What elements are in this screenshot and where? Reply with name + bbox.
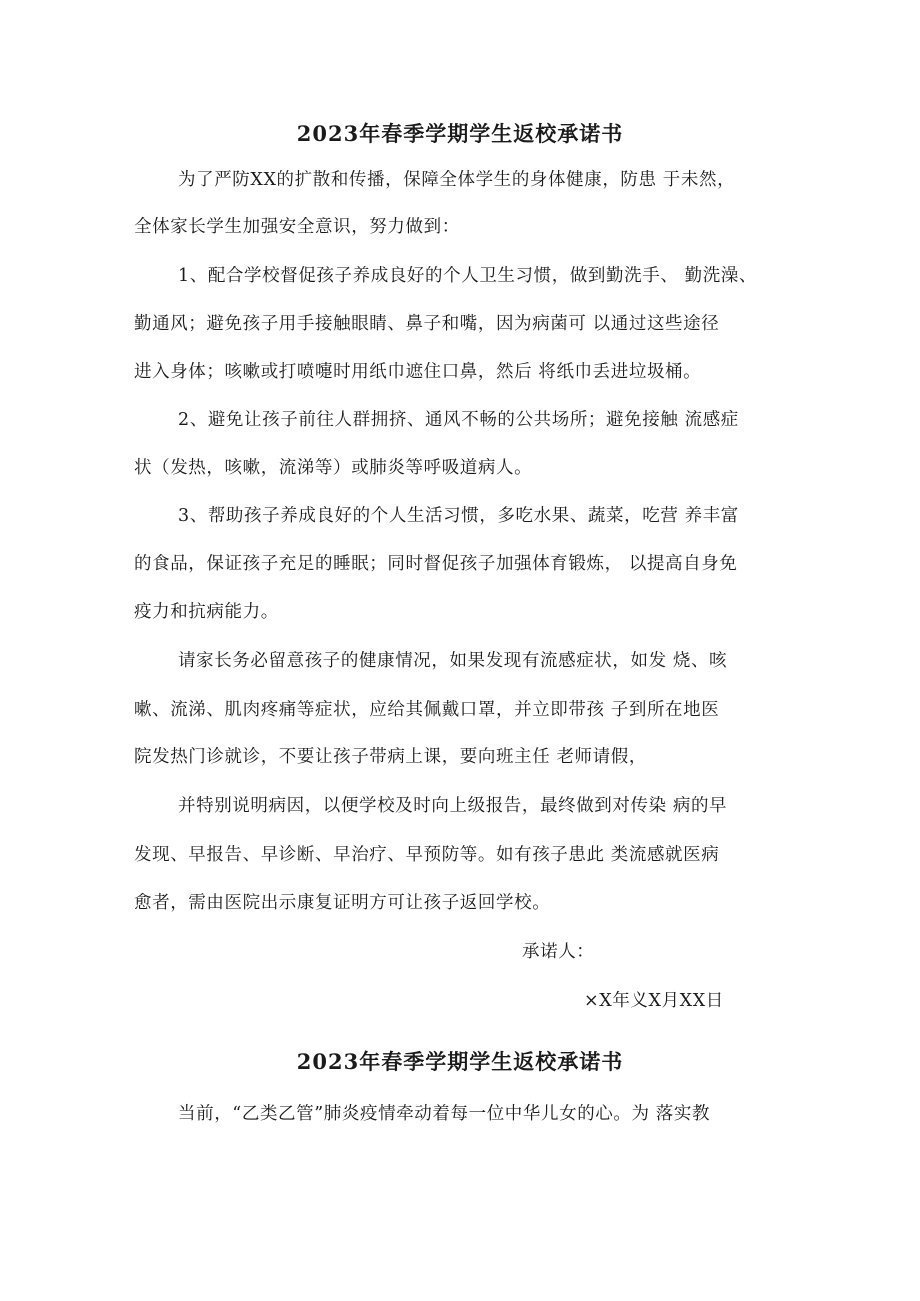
explain-line-1: 并特别说明病因，以便学校及时向上级报告，最终做到对传染 病的早 bbox=[178, 796, 728, 816]
item-2-line-1: 2、避免让孩子前往人群拥挤、通风不畅的公共场所；避免接触 流感症 bbox=[178, 410, 739, 430]
item-3-line-1: 3、帮助孩子养成良好的个人生活习惯，多吃水果、蔬菜，吃营 养丰富 bbox=[178, 506, 739, 526]
item-1-line-2: 勤通风；避免孩子用手接触眼睛、鼻子和嘴，因为病菌可 以通过这些途径 bbox=[134, 314, 720, 334]
item-1-line-1: 1、配合学校督促孩子养成良好的个人卫生习惯，做到勤洗手、 勤洗澡、 bbox=[178, 266, 757, 286]
explain-line-2: 发现、早报告、早诊断、早治疗、早预防等。如有孩子患此 类流感就医病 bbox=[134, 845, 720, 865]
notice-line-2: 嗽、流涕、肌肉疼痛等症状，应给其佩戴口罩，并立即带孩 子到所在地医 bbox=[134, 700, 720, 720]
date-line: ×X年义X月XX日 bbox=[584, 991, 724, 1011]
item-3-line-3: 疫力和抗病能力。 bbox=[134, 602, 279, 622]
intro-line-1: 为了严防XX的扩散和传播，保障全体学生的身体健康，防患 于未然， bbox=[178, 170, 736, 190]
notice-line-1: 请家长务必留意孩子的健康情况，如果发现有流感症状，如发 烧、咳 bbox=[178, 651, 728, 671]
second-intro-line-1: 当前，“乙类乙管”肺炎疫情牵动着每一位中华儿女的心。为 落实教 bbox=[178, 1104, 711, 1124]
second-document-title: 2023年春季学期学生返校承诺书 bbox=[296, 1049, 624, 1074]
explain-line-3: 愈者，需由医院出示康复证明方可让孩子返回学校。 bbox=[134, 893, 551, 913]
item-1-line-3: 进入身体；咳嗽或打喷嚏时用纸巾遮住口鼻，然后 将纸巾丢进垃圾桶。 bbox=[134, 362, 702, 382]
item-2-line-2: 状（发热，咳嗽，流涕等）或肺炎等呼吸道病人。 bbox=[134, 458, 533, 478]
intro-line-2: 全体家长学生加强安全意识，努力做到： bbox=[134, 217, 460, 237]
document-title: 2023年春季学期学生返校承诺书 bbox=[296, 121, 624, 146]
item-3-line-2: 的食品，保证孩子充足的睡眠；同时督促孩子加强体育锻炼， 以提高自身免 bbox=[134, 554, 738, 574]
notice-line-3: 院发热门诊就诊，不要让孩子带病上课，要向班主任 老师请假， bbox=[134, 747, 647, 767]
signer-label: 承诺人： bbox=[522, 942, 595, 962]
